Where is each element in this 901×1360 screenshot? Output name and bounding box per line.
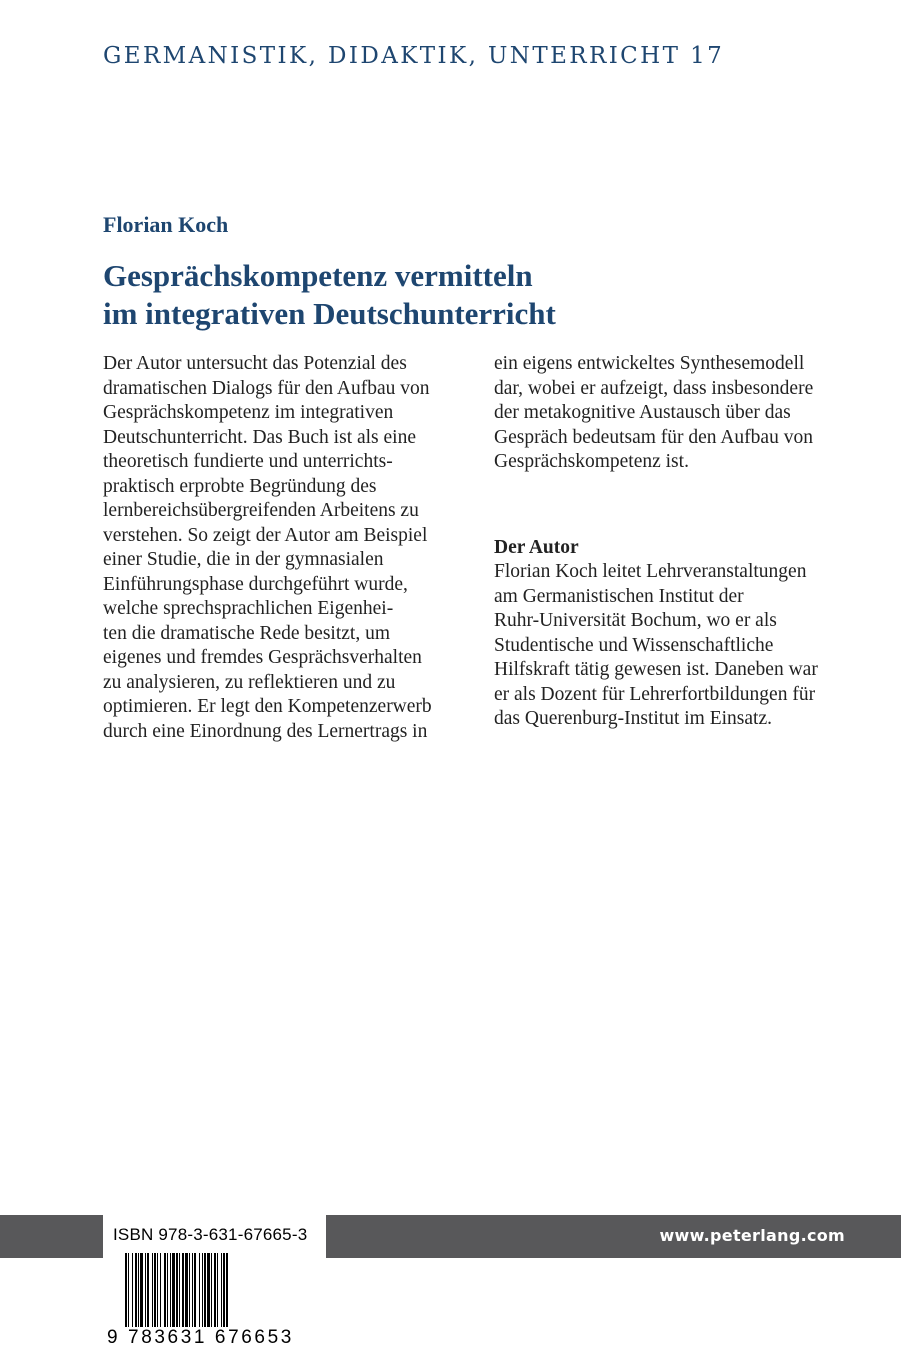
barcode-area	[103, 1215, 326, 1360]
description-line: der metakognitive Austausch über das	[494, 402, 791, 423]
isbn-label: ISBN 978-3-631-67665-3	[113, 1225, 308, 1244]
about-author-line: Florian Koch leitet Lehrveranstaltungen	[494, 561, 807, 582]
about-author-line: das Querenburg-Institut im Einsatz.	[494, 708, 772, 729]
description-line: theoretisch fundierte und unterrichts-	[103, 451, 393, 472]
about-author-line: am Germanistischen Institut der	[494, 585, 744, 607]
description-line: Deutschunterricht. Das Buch ist als eine	[103, 426, 416, 448]
author-name: Florian Koch	[103, 212, 229, 237]
description-line: zu analysieren, zu reflektieren und zu	[103, 671, 396, 693]
description-line: Gespräch bedeutsam für den Aufbau von	[494, 426, 813, 448]
description-left-column	[103, 352, 463, 744]
paragraph-gap	[494, 475, 854, 536]
book-title-line: im integrativen Deutschunterricht	[103, 296, 556, 331]
description-line: optimieren. Er legt den Kompetenzerwerb	[103, 696, 432, 717]
about-author-line: Ruhr-Universität Bochum, wo er als	[494, 610, 777, 631]
about-author-line: Studentische und Wissenschaftliche	[494, 634, 774, 656]
description-line: dar, wobei er aufzeigt, dass insbesondere	[494, 377, 814, 399]
description-line: welche sprechsprachlichen Eigenhei-	[103, 598, 394, 619]
book-title	[103, 257, 803, 333]
footer-bar-left	[0, 1215, 103, 1258]
about-author-line: er als Dozent für Lehrerfortbildungen für	[494, 683, 816, 705]
description-line: einer Studie, die in der gymnasialen	[103, 549, 384, 570]
description-line: Gesprächskompetenz ist.	[494, 451, 689, 472]
description-line: praktisch erprobte Begründung des	[103, 475, 377, 497]
description-line: Der Autor untersucht das Potenzial des	[103, 353, 407, 374]
description-line: dramatischen Dialogs für den Aufbau von	[103, 377, 430, 399]
description-line: ein eigens entwickeltes Synthesemodell	[494, 353, 805, 374]
description-line: Einführungsphase durchgeführt wurde,	[103, 573, 408, 595]
series-title: GERMANISTIK, DIDAKTIK, UNTERRICHT 17	[103, 43, 725, 69]
publisher-website-link[interactable]: www.peterlang.com	[659, 1226, 845, 1245]
description-line: ten die dramatische Rede besitzt, um	[103, 622, 390, 644]
barcode-digits: 9 783631 676653	[107, 1327, 294, 1348]
description-line: eigenes und fremdes Gesprächsverhalten	[103, 647, 422, 668]
description-line: lernbereichsübergreifenden Arbeitens zu	[103, 500, 419, 521]
about-author-line: Hilfskraft tätig gewesen ist. Daneben war	[494, 659, 818, 680]
description-line: Gesprächskompetenz im integrativen	[103, 402, 394, 423]
footer-bar-right	[326, 1215, 901, 1258]
about-author-heading: Der Autor	[494, 536, 579, 558]
description-line: verstehen. So zeigt der Autor am Beispiel	[103, 524, 428, 546]
description-right-column	[494, 352, 854, 732]
book-title-line: Gesprächskompetenz vermitteln	[103, 258, 533, 293]
description-line: durch eine Einordnung des Lernertrags in	[103, 720, 428, 742]
